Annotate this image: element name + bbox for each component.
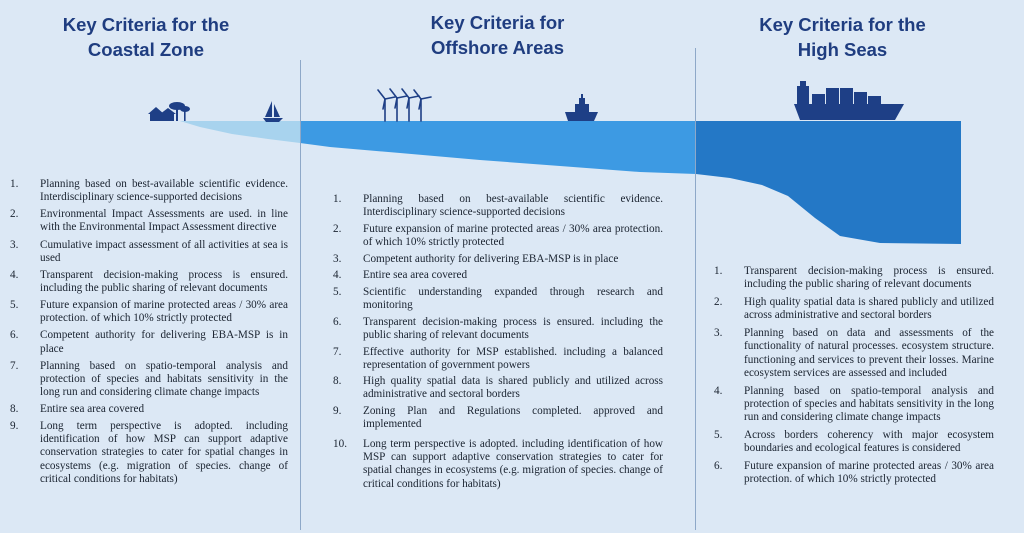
item-text: Effective authority for MSP established. including a balanced representation of government powers [363, 345, 663, 371]
item-text: Future expansion of marine protected areas / 30% area protection. of which 10% strictly protected [744, 460, 994, 486]
item-number: 3. [714, 327, 723, 340]
list-item [714, 429, 994, 455]
item-number: 7. [10, 359, 19, 372]
item-text: Environmental Impact Assessments are used. in line with the Environmental Impact Assessment directive [40, 208, 288, 234]
item-text: Planning based on spatio-temporal analysis and protection of species and habitats sensitivity in the long run and considering climate change impacts [744, 384, 994, 423]
item-text: Competent authority for delivering EBA-MSP is in place [40, 329, 288, 355]
item-text: Transparent decision-making process is ensured. including the public sharing of relevant documents [744, 265, 994, 291]
coastal-water [180, 121, 300, 143]
item-text: Transparent decision-making process is ensured. including the public sharing of relevant documents [363, 315, 663, 341]
list-item [333, 375, 663, 401]
item-number: 9. [10, 420, 19, 433]
item-number: 10. [333, 438, 347, 451]
item-text: High quality spatial data is shared publicly and utilized across administrative and sectoral borders [744, 296, 994, 322]
wind-turbine-icon [378, 89, 431, 121]
offshore-criteria-list [333, 193, 663, 494]
offshore-water [300, 121, 696, 174]
list-item [333, 253, 663, 266]
item-text: Planning based on data and assessments of the functionality of natural processes. ecosystem structure. functioning and services to prevent their losses. Marine ecosystem services are assessed and included [744, 327, 994, 379]
item-number: 1. [333, 193, 342, 205]
item-number: 4. [333, 269, 342, 282]
coastal-zone-title: Key Criteria for the Coastal Zone [62, 14, 230, 60]
offshore-areas-title: Key Criteria for Offshore Areas [430, 12, 565, 58]
item-text: Planning based on best-available scientific evidence. Interdisciplinary science-supported decisions [40, 178, 288, 204]
high-seas-water [696, 121, 961, 244]
list-item [333, 193, 663, 219]
item-text: Entire sea area covered [363, 269, 468, 282]
item-text: Scientific understanding expanded through research and monitoring [363, 285, 663, 312]
item-number: 5. [333, 285, 342, 298]
list-item [714, 327, 994, 379]
item-text: Planning based on best-available scientific evidence. Interdisciplinary science-supported decisions [363, 193, 663, 219]
list-item [333, 405, 663, 431]
list-item [10, 239, 288, 265]
item-number: 2. [333, 222, 342, 235]
list-item [10, 420, 288, 485]
ship-icon [565, 94, 598, 121]
item-text: Competent authority for delivering EBA-MSP is in place [363, 252, 619, 265]
item-text: Transparent decision-making process is ensured. including the public sharing of relevant documents [40, 268, 288, 294]
list-item [10, 208, 288, 234]
item-text: Future expansion of marine protected areas / 30% area protection. of which 10% strictly protected [40, 299, 288, 325]
list-item [333, 269, 663, 282]
item-text: Planning based on spatio-temporal analysis and protection of species and habitats sensitivity in the long run and considering climate change impacts [40, 359, 288, 398]
list-item [10, 269, 288, 295]
item-text: Cumulative impact assessment of all activities at sea is used [40, 238, 288, 264]
high-seas-title: Key Criteria for the High Seas [759, 14, 926, 60]
list-item [10, 299, 288, 325]
coastal-criteria-list [10, 178, 288, 490]
item-number: 3. [10, 238, 19, 251]
item-number: 4. [10, 268, 19, 281]
item-number: 5. [714, 429, 723, 442]
list-item [10, 178, 288, 204]
item-number: 5. [10, 299, 19, 312]
houses-icon [148, 107, 176, 121]
item-text: Entire sea area covered [40, 403, 145, 416]
item-number: 2. [714, 296, 723, 309]
list-item [714, 460, 994, 486]
item-number: 8. [333, 375, 342, 388]
item-number: 2. [10, 208, 19, 221]
list-item [10, 403, 288, 416]
item-number: 6. [333, 315, 342, 328]
list-item [10, 329, 288, 355]
item-number: 1. [10, 178, 19, 190]
item-number: 1. [714, 265, 723, 277]
item-text: Zoning Plan and Regulations completed. approved and implemented [363, 405, 663, 431]
list-item [333, 438, 663, 490]
list-item [10, 360, 288, 399]
list-item [333, 286, 663, 312]
list-item [714, 385, 994, 424]
sailboat-icon [263, 101, 283, 122]
column-divider [300, 60, 301, 530]
list-item [333, 223, 663, 249]
item-text: Long term perspective is adopted. including identification of how MSP can support adaptive conservation strategies to cater for spatial changes in ecosystems (e.g. migration of species. change of critical conditions for habitats) [40, 420, 288, 485]
list-item [333, 346, 663, 372]
list-item [333, 316, 663, 342]
list-item [714, 265, 994, 291]
item-number: 7. [333, 345, 342, 358]
high-seas-criteria-list [714, 265, 994, 491]
column-divider [695, 48, 696, 530]
item-text: Future expansion of marine protected areas / 30% area protection. of which 10% strictly protected [363, 222, 663, 248]
item-number: 4. [714, 384, 723, 397]
item-text: High quality spatial data is shared publicly and utilized across administrative and sectoral borders [363, 375, 663, 401]
cargo-ship-icon [794, 81, 904, 120]
item-text: Long term perspective is adopted. including identification of how MSP can support adaptive conservation strategies to cater for spatial changes in ecosystems (e.g. migration of species. change of critical conditions for habitats) [363, 438, 663, 490]
item-number: 6. [10, 329, 19, 342]
item-text: Across borders coherency with major ecosystem boundaries and ecological features is considered [744, 429, 994, 455]
item-number: 8. [10, 403, 19, 416]
item-number: 9. [333, 405, 342, 418]
item-number: 6. [714, 460, 723, 473]
item-number: 3. [333, 252, 342, 265]
list-item [714, 296, 994, 322]
